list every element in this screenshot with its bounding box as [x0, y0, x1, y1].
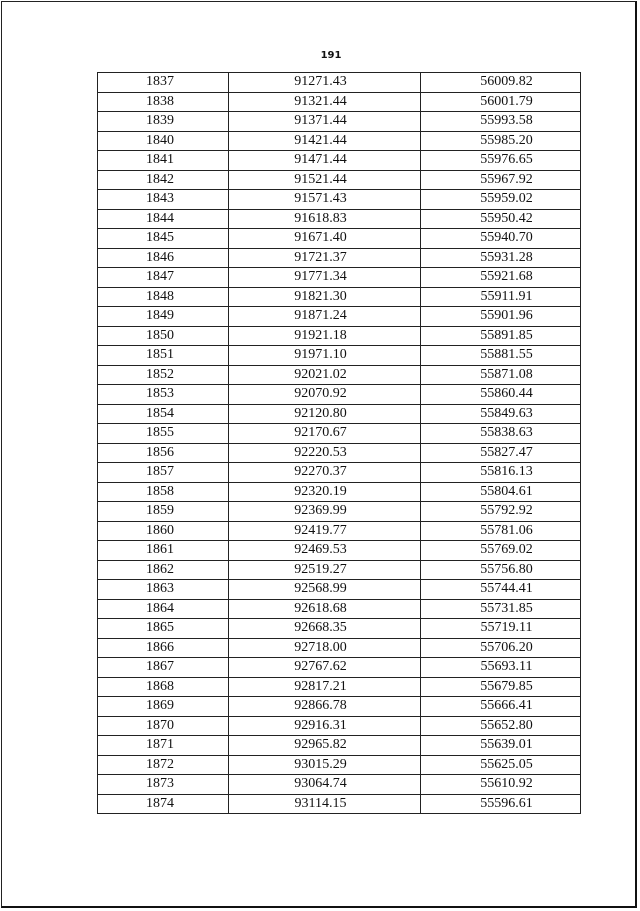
x-coordinate-cell: 91671.40: [229, 229, 421, 249]
point-number-cell: 1873: [98, 775, 229, 795]
x-coordinate-cell: 92568.99: [229, 580, 421, 600]
point-number-cell: 1850: [98, 326, 229, 346]
y-coordinate-cell: 55993.58: [421, 112, 581, 132]
y-coordinate-cell: 55816.13: [421, 463, 581, 483]
point-number-cell: 1858: [98, 482, 229, 502]
y-coordinate-cell: 55950.42: [421, 209, 581, 229]
y-coordinate-cell: 55940.70: [421, 229, 581, 249]
x-coordinate-cell: 92866.78: [229, 697, 421, 717]
table-row: [98, 677, 581, 697]
table-row: [98, 794, 581, 814]
y-coordinate-cell: 55706.20: [421, 638, 581, 658]
x-coordinate-cell: 92916.31: [229, 716, 421, 736]
y-coordinate-cell: 55781.06: [421, 521, 581, 541]
table-row: [98, 521, 581, 541]
y-coordinate-cell: 55679.85: [421, 677, 581, 697]
y-coordinate-cell: 55921.68: [421, 268, 581, 288]
x-coordinate-cell: 91821.30: [229, 287, 421, 307]
table-row: [98, 92, 581, 112]
table-row: [98, 404, 581, 424]
x-coordinate-cell: 92519.27: [229, 560, 421, 580]
x-coordinate-cell: 91471.44: [229, 151, 421, 171]
y-coordinate-cell: 55931.28: [421, 248, 581, 268]
table-row: [98, 443, 581, 463]
table-row: [98, 248, 581, 268]
x-coordinate-cell: 91971.10: [229, 346, 421, 366]
y-coordinate-cell: 55804.61: [421, 482, 581, 502]
table-row: [98, 560, 581, 580]
table-row: [98, 599, 581, 619]
table-row: [98, 190, 581, 210]
x-coordinate-cell: 91271.43: [229, 73, 421, 93]
x-coordinate-cell: 91321.44: [229, 92, 421, 112]
y-coordinate-cell: 55838.63: [421, 424, 581, 444]
point-number-cell: 1856: [98, 443, 229, 463]
point-number-cell: 1846: [98, 248, 229, 268]
x-coordinate-cell: 92618.68: [229, 599, 421, 619]
table-row: [98, 151, 581, 171]
y-coordinate-cell: 55827.47: [421, 443, 581, 463]
y-coordinate-cell: 55967.92: [421, 170, 581, 190]
x-coordinate-cell: 93064.74: [229, 775, 421, 795]
point-number-cell: 1840: [98, 131, 229, 151]
point-number-cell: 1838: [98, 92, 229, 112]
y-coordinate-cell: 55891.85: [421, 326, 581, 346]
y-coordinate-cell: 55744.41: [421, 580, 581, 600]
x-coordinate-cell: 92070.92: [229, 385, 421, 405]
x-coordinate-cell: 91871.24: [229, 307, 421, 327]
point-number-cell: 1851: [98, 346, 229, 366]
point-number-cell: 1869: [98, 697, 229, 717]
table-row: [98, 326, 581, 346]
x-coordinate-cell: 92419.77: [229, 521, 421, 541]
x-coordinate-cell: 91521.44: [229, 170, 421, 190]
table-row: [98, 541, 581, 561]
y-coordinate-cell: 55911.91: [421, 287, 581, 307]
point-number-cell: 1859: [98, 502, 229, 522]
y-coordinate-cell: 55881.55: [421, 346, 581, 366]
x-coordinate-cell: 92120.80: [229, 404, 421, 424]
table-row: [98, 755, 581, 775]
x-coordinate-cell: 92220.53: [229, 443, 421, 463]
y-coordinate-cell: 56001.79: [421, 92, 581, 112]
x-coordinate-cell: 92270.37: [229, 463, 421, 483]
table-row: [98, 736, 581, 756]
table-row: [98, 619, 581, 639]
point-number-cell: 1847: [98, 268, 229, 288]
y-coordinate-cell: 55871.08: [421, 365, 581, 385]
y-coordinate-cell: 55693.11: [421, 658, 581, 678]
x-coordinate-cell: 92170.67: [229, 424, 421, 444]
y-coordinate-cell: 55719.11: [421, 619, 581, 639]
y-coordinate-cell: 55666.41: [421, 697, 581, 717]
y-coordinate-cell: 55849.63: [421, 404, 581, 424]
point-number-cell: 1864: [98, 599, 229, 619]
y-coordinate-cell: 55625.05: [421, 755, 581, 775]
table-row: [98, 268, 581, 288]
y-coordinate-cell: 56009.82: [421, 73, 581, 93]
x-coordinate-cell: 92320.19: [229, 482, 421, 502]
point-number-cell: 1866: [98, 638, 229, 658]
point-number-cell: 1843: [98, 190, 229, 210]
point-number-cell: 1842: [98, 170, 229, 190]
point-number-cell: 1868: [98, 677, 229, 697]
point-number-cell: 1872: [98, 755, 229, 775]
point-number-cell: 1853: [98, 385, 229, 405]
y-coordinate-cell: 55985.20: [421, 131, 581, 151]
x-coordinate-cell: 91618.83: [229, 209, 421, 229]
table-row: [98, 307, 581, 327]
point-number-cell: 1867: [98, 658, 229, 678]
table-row: [98, 385, 581, 405]
table-body: [98, 73, 581, 814]
coordinate-table: [97, 72, 581, 814]
x-coordinate-cell: 92767.62: [229, 658, 421, 678]
point-number-cell: 1862: [98, 560, 229, 580]
table-row: [98, 697, 581, 717]
x-coordinate-cell: 91721.37: [229, 248, 421, 268]
x-coordinate-cell: 92965.82: [229, 736, 421, 756]
y-coordinate-cell: 55756.80: [421, 560, 581, 580]
point-number-cell: 1871: [98, 736, 229, 756]
x-coordinate-cell: 91571.43: [229, 190, 421, 210]
point-number-cell: 1844: [98, 209, 229, 229]
x-coordinate-cell: 91421.44: [229, 131, 421, 151]
point-number-cell: 1855: [98, 424, 229, 444]
table-row: [98, 229, 581, 249]
x-coordinate-cell: 91371.44: [229, 112, 421, 132]
point-number-cell: 1852: [98, 365, 229, 385]
x-coordinate-cell: 92021.02: [229, 365, 421, 385]
x-coordinate-cell: 92469.53: [229, 541, 421, 561]
page-number: 191: [320, 50, 342, 61]
x-coordinate-cell: 93114.15: [229, 794, 421, 814]
point-number-cell: 1839: [98, 112, 229, 132]
table-row: [98, 502, 581, 522]
point-number-cell: 1861: [98, 541, 229, 561]
x-coordinate-cell: 92668.35: [229, 619, 421, 639]
table-row: [98, 170, 581, 190]
x-coordinate-cell: 91921.18: [229, 326, 421, 346]
point-number-cell: 1848: [98, 287, 229, 307]
x-coordinate-cell: 92369.99: [229, 502, 421, 522]
y-coordinate-cell: 55731.85: [421, 599, 581, 619]
y-coordinate-cell: 55976.65: [421, 151, 581, 171]
y-coordinate-cell: 55652.80: [421, 716, 581, 736]
table-row: [98, 775, 581, 795]
table-row: [98, 580, 581, 600]
table-row: [98, 365, 581, 385]
y-coordinate-cell: 55610.92: [421, 775, 581, 795]
x-coordinate-cell: 92718.00: [229, 638, 421, 658]
table-row: [98, 112, 581, 132]
x-coordinate-cell: 92817.21: [229, 677, 421, 697]
point-number-cell: 1845: [98, 229, 229, 249]
y-coordinate-cell: 55860.44: [421, 385, 581, 405]
point-number-cell: 1874: [98, 794, 229, 814]
table-row: [98, 482, 581, 502]
table-row: [98, 716, 581, 736]
y-coordinate-cell: 55959.02: [421, 190, 581, 210]
point-number-cell: 1849: [98, 307, 229, 327]
point-number-cell: 1841: [98, 151, 229, 171]
y-coordinate-cell: 55901.96: [421, 307, 581, 327]
y-coordinate-cell: 55769.02: [421, 541, 581, 561]
y-coordinate-cell: 55639.01: [421, 736, 581, 756]
table-row: [98, 463, 581, 483]
point-number-cell: 1837: [98, 73, 229, 93]
table-row: [98, 73, 581, 93]
table-row: [98, 424, 581, 444]
x-coordinate-cell: 93015.29: [229, 755, 421, 775]
point-number-cell: 1854: [98, 404, 229, 424]
table-row: [98, 209, 581, 229]
point-number-cell: 1865: [98, 619, 229, 639]
point-number-cell: 1870: [98, 716, 229, 736]
table-row: [98, 346, 581, 366]
y-coordinate-cell: 55596.61: [421, 794, 581, 814]
x-coordinate-cell: 91771.34: [229, 268, 421, 288]
table-row: [98, 131, 581, 151]
point-number-cell: 1860: [98, 521, 229, 541]
table-row: [98, 658, 581, 678]
table-row: [98, 638, 581, 658]
point-number-cell: 1857: [98, 463, 229, 483]
y-coordinate-cell: 55792.92: [421, 502, 581, 522]
point-number-cell: 1863: [98, 580, 229, 600]
table-row: [98, 287, 581, 307]
